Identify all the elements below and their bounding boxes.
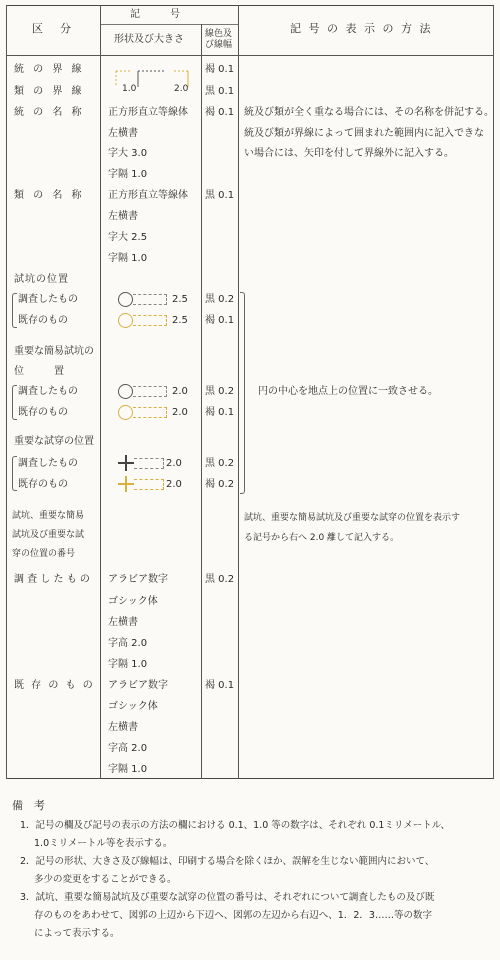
sub-label: 既存のもの bbox=[18, 407, 68, 418]
test-boring-cross-icon bbox=[118, 455, 134, 471]
shape-text: 左横書 bbox=[108, 617, 138, 628]
note-line: によって表示する。 bbox=[34, 928, 120, 939]
shape-text: 字大 2.5 bbox=[108, 232, 148, 243]
shape-text: 字大 3.0 bbox=[108, 148, 148, 159]
shape-text: 字隔 1.0 bbox=[108, 764, 148, 775]
spec: 黒 0.1 bbox=[205, 86, 235, 97]
sub-label: 既存のもの bbox=[18, 479, 68, 490]
spec: 黒 0.2 bbox=[205, 294, 235, 305]
dim-label: 1.0 bbox=[122, 84, 137, 94]
bracket bbox=[12, 293, 17, 328]
shape-text: 字隔 1.0 bbox=[108, 169, 148, 180]
shape-text: アラビア数字 bbox=[108, 574, 168, 585]
shape-text: アラビア数字 bbox=[108, 680, 168, 691]
row-label: 試坑の位置 bbox=[14, 274, 69, 285]
note-line: 1．記号の欄及び記号の表示の方法の欄における 0.1、1.0 等の数字は、それぞれ 0.1ミリメートル、 bbox=[20, 820, 450, 831]
spec: 褐 0.1 bbox=[205, 407, 235, 418]
size: 2.0 bbox=[166, 458, 182, 469]
spec: 黒 0.2 bbox=[205, 386, 235, 397]
shape-text: 左横書 bbox=[108, 722, 138, 733]
sub-label: 調査したもの bbox=[18, 458, 78, 469]
shape-text: 左横書 bbox=[108, 128, 138, 139]
header-shape: 形状及び大きさ bbox=[114, 34, 184, 45]
spec: 黒 0.1 bbox=[205, 190, 235, 201]
row-label: 調 査 し た も の bbox=[14, 574, 90, 585]
notes-title: 備 考 bbox=[12, 799, 45, 812]
note-line: 2．記号の形状、大きさ及び線幅は、印刷する場合を除くほか、誤解を生じない範囲内において、 bbox=[20, 856, 435, 867]
size: 2.5 bbox=[172, 294, 188, 305]
spec: 褐 0.1 bbox=[205, 107, 235, 118]
row-label: 位 置 bbox=[14, 366, 64, 377]
sub-label: 調査したもの bbox=[18, 386, 78, 397]
spec: 黒 0.2 bbox=[205, 458, 235, 469]
dim-box bbox=[133, 407, 167, 418]
size: 2.0 bbox=[166, 479, 182, 490]
bracket bbox=[12, 456, 17, 491]
note-line: 多少の変更をすることができる。 bbox=[34, 874, 177, 885]
header-color-1: 線色及 bbox=[205, 29, 233, 39]
row-label: 試坑及び重要な試 bbox=[12, 530, 85, 540]
row-label: 重要な試穿の位置 bbox=[14, 436, 94, 447]
simple-test-pit-circle-icon bbox=[118, 384, 133, 399]
existing-simple-test-pit-circle-icon bbox=[118, 405, 133, 420]
spec: 褐 0.1 bbox=[205, 680, 235, 691]
header-category: 区 分 bbox=[32, 22, 74, 35]
size: 2.5 bbox=[172, 315, 188, 326]
shape-text: ゴシック体 bbox=[108, 701, 158, 712]
row-label: 類 の 名 称 bbox=[14, 190, 85, 201]
spec: 褐 0.2 bbox=[205, 479, 235, 490]
spec: 褐 0.1 bbox=[205, 64, 235, 75]
dim-box bbox=[133, 386, 167, 397]
note-line: 存のものをあわせて、図郭の上辺から下辺へ、図郭の左辺から右辺へ、1．2．3……等の数字 bbox=[34, 910, 432, 921]
note-line: 1.0ミリメートル等を表示する。 bbox=[34, 838, 173, 849]
header-symbol: 記 号 bbox=[130, 9, 180, 20]
row-label: 重要な簡易試坑の bbox=[14, 346, 94, 357]
spec: 黒 0.2 bbox=[205, 574, 235, 585]
shape-text: 字隔 1.0 bbox=[108, 253, 148, 264]
bracket bbox=[12, 385, 17, 420]
existing-test-pit-circle-icon bbox=[118, 313, 133, 328]
dim-box bbox=[134, 479, 164, 490]
row-label: 類 の 界 線 bbox=[14, 86, 85, 97]
header-color-2: び線幅 bbox=[205, 40, 233, 50]
sub-label: 調査したもの bbox=[18, 294, 78, 305]
row-label: 既 存 の も の bbox=[14, 680, 95, 691]
sub-label: 既存のもの bbox=[18, 315, 68, 326]
existing-test-boring-cross-icon bbox=[118, 476, 134, 492]
shape-text: 正方形直立等線体 bbox=[108, 107, 188, 118]
shape-text: 字高 2.0 bbox=[108, 638, 148, 649]
row-label: 統 の 名 称 bbox=[14, 107, 85, 118]
bracket bbox=[240, 292, 245, 494]
method-text: 試坑、重要な簡易試坑及び重要な試穿の位置を表示す bbox=[244, 513, 461, 523]
dim-box bbox=[134, 458, 164, 469]
size: 2.0 bbox=[172, 407, 188, 418]
test-pit-circle-icon bbox=[118, 292, 133, 307]
spec: 褐 0.1 bbox=[205, 315, 235, 326]
size: 2.0 bbox=[172, 386, 188, 397]
method-text: 統及び類が界線によって囲まれた範囲内に記入できな bbox=[244, 128, 484, 139]
method-text: 統及び類が全く重なる場合には、その名称を併記する。 bbox=[244, 107, 494, 118]
method-text: る記号から右へ 2.0 離して記入する。 bbox=[244, 533, 400, 543]
method-text: い場合には、矢印を付して界線外に記入する。 bbox=[244, 148, 454, 159]
row-label: 試坑、重要な簡易 bbox=[12, 511, 85, 521]
shape-text: 字隔 1.0 bbox=[108, 659, 148, 670]
header-method: 記 号 の 表 示 の 方 法 bbox=[290, 22, 433, 35]
shape-text: 左横書 bbox=[108, 211, 138, 222]
row-label: 穿の位置の番号 bbox=[12, 549, 76, 559]
dim-label: 2.0 bbox=[174, 84, 189, 94]
dim-box bbox=[133, 315, 167, 326]
shape-text: 正方形直立等線体 bbox=[108, 190, 188, 201]
dim-box bbox=[133, 294, 167, 305]
shape-text: 字高 2.0 bbox=[108, 743, 148, 754]
shape-text: ゴシック体 bbox=[108, 596, 158, 607]
method-text: 円の中心を地点上の位置に一致させる。 bbox=[258, 386, 438, 397]
note-line: 3．試坑、重要な簡易試坑及び重要な試穿の位置の番号は、それぞれについて調査したもの及び既 bbox=[20, 892, 435, 903]
row-label: 統 の 界 線 bbox=[14, 64, 85, 75]
